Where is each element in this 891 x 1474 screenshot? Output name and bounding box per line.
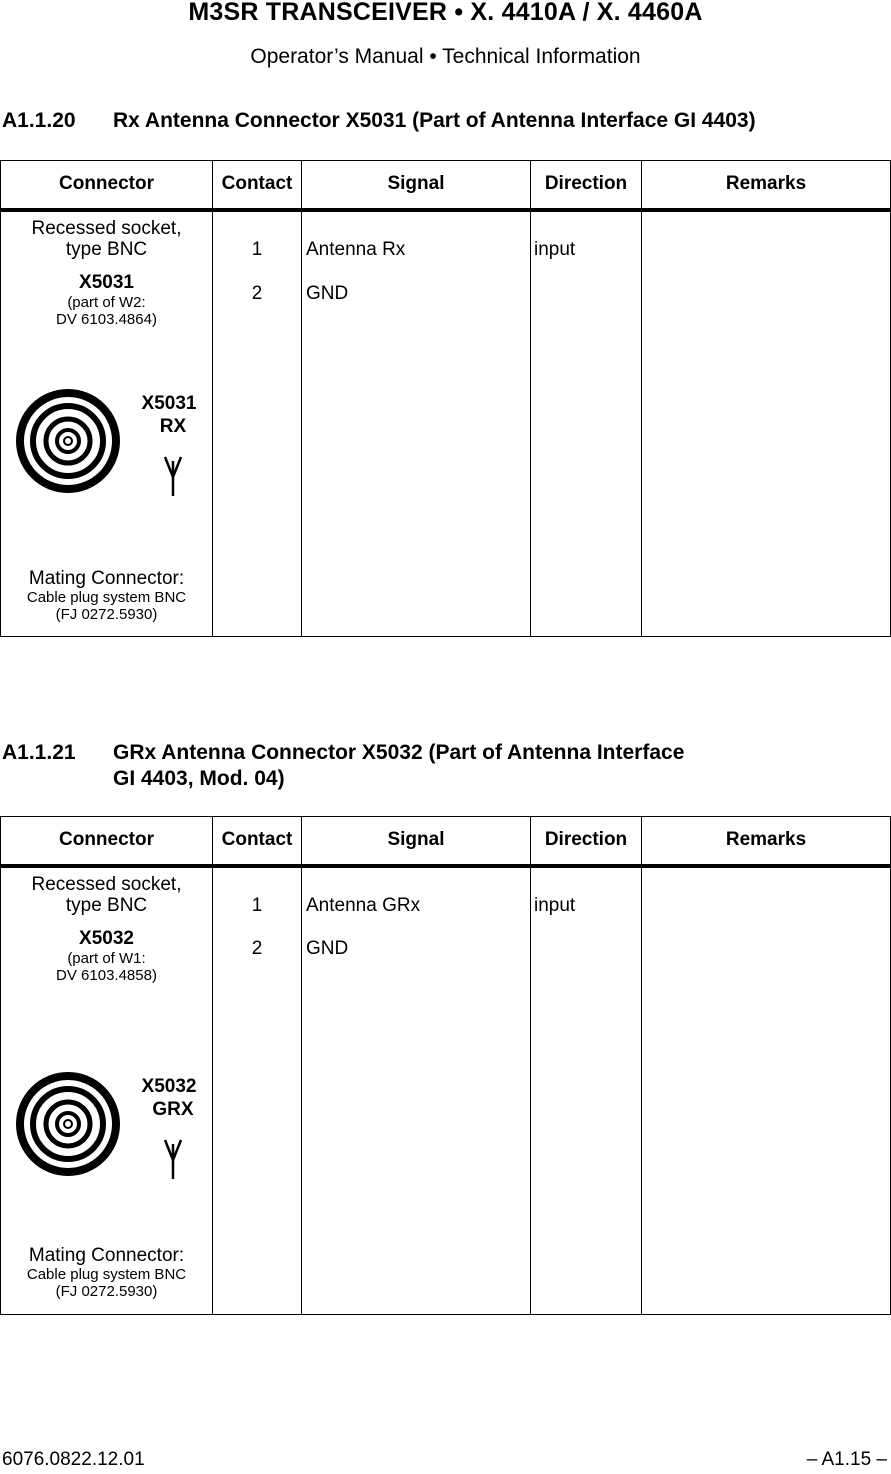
connector-part-line2: DV 6103.4864) xyxy=(56,311,157,328)
signal-cell: GND xyxy=(306,938,349,959)
antenna-icon xyxy=(165,1140,181,1179)
connector-id: X5032 xyxy=(79,928,134,949)
connector-label-signal: GRX xyxy=(152,1099,194,1120)
contact-cell: 2 xyxy=(251,938,263,959)
page-title: M3SR TRANSCEIVER • X. 4410A / X. 4460A xyxy=(188,0,703,26)
table-header xyxy=(1,817,890,868)
contact-cell: 2 xyxy=(251,283,263,304)
connector-type-line2: type BNC xyxy=(65,239,148,260)
connector-type-line2: type BNC xyxy=(65,895,148,916)
bnc-socket-drawing xyxy=(9,379,209,499)
connector-type-line1: Recessed socket, xyxy=(31,874,182,895)
col-header-contact: Contact xyxy=(221,829,293,850)
connector-label-id: X5032 xyxy=(141,1076,197,1097)
connector-description xyxy=(1,874,212,984)
mating-line2: (FJ 0272.5930) xyxy=(55,606,158,623)
column-divider xyxy=(641,161,642,636)
column-divider xyxy=(212,817,213,1314)
mating-connector xyxy=(1,568,212,623)
col-header-remarks: Remarks xyxy=(725,829,807,850)
section-title xyxy=(113,740,813,792)
page-number: – A1.15 – xyxy=(806,1449,887,1470)
connector-id: X5031 xyxy=(79,272,134,293)
column-divider xyxy=(301,161,302,636)
mating-connector xyxy=(1,1245,212,1300)
table-header xyxy=(1,161,890,212)
section-title-line1: GRx Antenna Connector X5032 (Part of Antenna Interface xyxy=(113,741,685,764)
pinout-table-x5031 xyxy=(0,160,891,637)
col-header-signal: Signal xyxy=(387,829,445,850)
mating-title: Mating Connector: xyxy=(28,568,185,589)
signal-cell: Antenna Rx xyxy=(306,239,406,260)
section-number: A1.1.21 xyxy=(2,741,76,764)
mating-title: Mating Connector: xyxy=(28,1245,185,1266)
contact-cell: 1 xyxy=(251,895,263,916)
bnc-socket-drawing xyxy=(9,1062,209,1182)
contact-cell: 1 xyxy=(251,239,263,260)
page-subtitle: Operator’s Manual • Technical Information xyxy=(250,45,641,68)
section-number: A1.1.20 xyxy=(2,109,76,132)
column-divider xyxy=(530,817,531,1314)
connector-description xyxy=(1,218,212,328)
column-divider xyxy=(530,161,531,636)
mating-line1: Cable plug system BNC xyxy=(26,589,187,606)
section-title: Rx Antenna Connector X5031 (Part of Antenna Interface GI 4403) xyxy=(113,109,756,132)
col-header-connector: Connector xyxy=(59,173,154,194)
col-header-connector: Connector xyxy=(59,829,154,850)
connector-part-line1: (part of W2: xyxy=(67,294,146,311)
column-divider xyxy=(641,817,642,1314)
col-header-remarks: Remarks xyxy=(725,173,807,194)
signal-cell: Antenna GRx xyxy=(306,895,421,916)
connector-label-signal: RX xyxy=(159,416,187,437)
direction-cell: input xyxy=(534,239,576,260)
connector-part-line1: (part of W1: xyxy=(67,950,146,967)
column-divider xyxy=(301,817,302,1314)
col-header-direction: Direction xyxy=(544,173,628,194)
pinout-table-x5032 xyxy=(0,816,891,1315)
mating-line2: (FJ 0272.5930) xyxy=(55,1283,158,1300)
section-title-line2: GI 4403, Mod. 04) xyxy=(113,767,285,790)
col-header-contact: Contact xyxy=(221,173,293,194)
direction-cell: input xyxy=(534,895,576,916)
connector-type-line1: Recessed socket, xyxy=(31,218,182,239)
mating-line1: Cable plug system BNC xyxy=(26,1266,187,1283)
col-header-direction: Direction xyxy=(544,829,628,850)
col-header-signal: Signal xyxy=(387,173,445,194)
column-divider xyxy=(212,161,213,636)
document-number: 6076.0822.12.01 xyxy=(2,1449,145,1470)
signal-cell: GND xyxy=(306,283,349,304)
connector-label-id: X5031 xyxy=(141,393,197,414)
connector-part-line2: DV 6103.4858) xyxy=(56,967,157,984)
antenna-icon xyxy=(165,457,181,496)
